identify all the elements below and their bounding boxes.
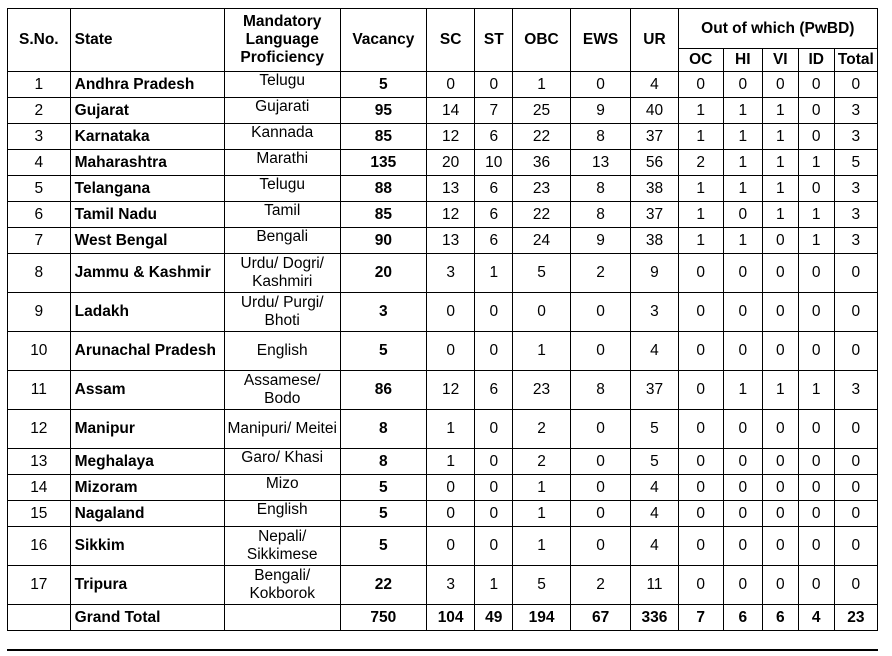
cell-ews: 13: [570, 150, 631, 176]
cell-ur: 5: [631, 410, 678, 449]
grand-total-hi: 6: [723, 605, 762, 631]
cell-st: 6: [475, 202, 513, 228]
cell-language: Bengali: [224, 228, 340, 254]
cell-sc: 14: [427, 98, 475, 124]
cell-vi: 0: [762, 475, 798, 501]
cell-hi: 0: [723, 475, 762, 501]
cell-id: 1: [798, 228, 834, 254]
grand-total-obc: 194: [513, 605, 571, 631]
header-sno: S.No.: [8, 9, 71, 72]
cell-state: Tamil Nadu: [70, 202, 224, 228]
cell-ur: 40: [631, 98, 678, 124]
table-row: [8, 371, 878, 410]
header-row: [8, 9, 878, 49]
cell-sc: 12: [427, 202, 475, 228]
cell-ews: 0: [570, 293, 631, 332]
cell-sc: 0: [427, 527, 475, 566]
cell-language: Manipuri/ Meitei: [224, 410, 340, 449]
table-row: [8, 501, 878, 527]
cell-hi: 0: [723, 254, 762, 293]
cell-language: Kannada: [224, 124, 340, 150]
cell-total: 3: [834, 176, 877, 202]
grand-total-label: Grand Total: [70, 605, 224, 631]
cell-vacancy: 5: [340, 72, 426, 98]
cell-vacancy: 20: [340, 254, 426, 293]
cell-ews: 8: [570, 371, 631, 410]
cell-hi: 0: [723, 449, 762, 475]
cell-ews: 8: [570, 124, 631, 150]
grand-total-oc: 7: [678, 605, 723, 631]
cell-sno: 11: [8, 371, 71, 410]
cell-obc: 25: [513, 98, 571, 124]
cell-sc: 0: [427, 332, 475, 371]
cell-sno: 3: [8, 124, 71, 150]
cell-obc: 2: [513, 449, 571, 475]
cell-sno: 7: [8, 228, 71, 254]
cell-state: Meghalaya: [70, 449, 224, 475]
cell-oc: 0: [678, 293, 723, 332]
header-total: Total: [834, 49, 877, 72]
cell-id: 1: [798, 371, 834, 410]
cell-ews: 2: [570, 566, 631, 605]
cell-obc: 23: [513, 176, 571, 202]
cell-obc: 5: [513, 254, 571, 293]
cell-st: 1: [475, 254, 513, 293]
cell-language: Telugu: [224, 72, 340, 98]
cell-language: Assamese/ Bodo: [224, 371, 340, 410]
cell-vi: 1: [762, 371, 798, 410]
cell-oc: 0: [678, 72, 723, 98]
cell-vi: 1: [762, 202, 798, 228]
cell-ews: 2: [570, 254, 631, 293]
cell-ur: 38: [631, 176, 678, 202]
cell-state: Manipur: [70, 410, 224, 449]
header-vacancy: Vacancy: [340, 9, 426, 72]
cell-id: 0: [798, 410, 834, 449]
cell-id: 0: [798, 332, 834, 371]
cell-id: 0: [798, 527, 834, 566]
cell-id: 0: [798, 176, 834, 202]
table-row: [8, 72, 878, 98]
cell-obc: 1: [513, 527, 571, 566]
vacancy-table: [7, 8, 878, 631]
cell-oc: 1: [678, 176, 723, 202]
cell-oc: 0: [678, 371, 723, 410]
cell-language: Urdu/ Purgi/ Bhoti: [224, 293, 340, 332]
header-ur: UR: [631, 9, 678, 72]
table-row: [8, 98, 878, 124]
cell-language: Garo/ Khasi: [224, 449, 340, 475]
cell-st: 0: [475, 501, 513, 527]
cell-state: Jammu & Kashmir: [70, 254, 224, 293]
cell-ur: 37: [631, 124, 678, 150]
cell-st: 0: [475, 410, 513, 449]
cell-vacancy: 95: [340, 98, 426, 124]
cell-vacancy: 5: [340, 475, 426, 501]
cell-state: Sikkim: [70, 527, 224, 566]
cell-vacancy: 8: [340, 449, 426, 475]
cell-ur: 11: [631, 566, 678, 605]
table-row: [8, 332, 878, 371]
header-language: Mandatory Language Proficiency: [224, 9, 340, 72]
cell-obc: 1: [513, 332, 571, 371]
cell-id: 0: [798, 566, 834, 605]
cell-obc: 2: [513, 410, 571, 449]
cell-oc: 0: [678, 410, 723, 449]
cell-vi: 0: [762, 332, 798, 371]
cell-sno: 1: [8, 72, 71, 98]
cell-obc: 36: [513, 150, 571, 176]
cell-ews: 8: [570, 176, 631, 202]
cell-sc: 0: [427, 293, 475, 332]
table-row: [8, 176, 878, 202]
cell-sno: 16: [8, 527, 71, 566]
cell-sc: 0: [427, 475, 475, 501]
cell-state: Telangana: [70, 176, 224, 202]
cell-id: 1: [798, 202, 834, 228]
cell-total: 0: [834, 254, 877, 293]
cell-total: 3: [834, 371, 877, 410]
cell-total: 0: [834, 332, 877, 371]
cell-ur: 3: [631, 293, 678, 332]
cell-sno: 13: [8, 449, 71, 475]
bottom-rule: [7, 649, 878, 651]
header-id: ID: [798, 49, 834, 72]
cell-hi: 0: [723, 293, 762, 332]
cell-oc: 0: [678, 254, 723, 293]
cell-id: 0: [798, 254, 834, 293]
cell-vacancy: 135: [340, 150, 426, 176]
cell-total: 3: [834, 124, 877, 150]
cell-obc: 1: [513, 501, 571, 527]
cell-state: Andhra Pradesh: [70, 72, 224, 98]
cell-vacancy: 5: [340, 501, 426, 527]
cell-state: Maharashtra: [70, 150, 224, 176]
cell-state: Assam: [70, 371, 224, 410]
cell-sc: 13: [427, 228, 475, 254]
cell-oc: 0: [678, 527, 723, 566]
cell-hi: 1: [723, 176, 762, 202]
header-oc: OC: [678, 49, 723, 72]
grand-total-ews: 67: [570, 605, 631, 631]
cell-vi: 1: [762, 124, 798, 150]
cell-total: 0: [834, 527, 877, 566]
grand-total-sc: 104: [427, 605, 475, 631]
cell-vacancy: 5: [340, 332, 426, 371]
grand-total-id: 4: [798, 605, 834, 631]
cell-hi: 1: [723, 371, 762, 410]
grand-total-ur: 336: [631, 605, 678, 631]
cell-language: Tamil: [224, 202, 340, 228]
table-row: [8, 566, 878, 605]
cell-id: 0: [798, 475, 834, 501]
header-obc: OBC: [513, 9, 571, 72]
cell-obc: 5: [513, 566, 571, 605]
cell-total: 3: [834, 228, 877, 254]
cell-language: Telugu: [224, 176, 340, 202]
grand-total-sno-cell: [8, 605, 71, 631]
cell-language: English: [224, 332, 340, 371]
cell-ur: 37: [631, 202, 678, 228]
cell-ews: 0: [570, 410, 631, 449]
cell-state: Arunachal Pradesh: [70, 332, 224, 371]
cell-language: Nepali/ Sikkimese: [224, 527, 340, 566]
cell-sno: 5: [8, 176, 71, 202]
header-pwbd-group: Out of which (PwBD): [678, 9, 877, 49]
header-st: ST: [475, 9, 513, 72]
cell-language: Bengali/ Kokborok: [224, 566, 340, 605]
cell-sno: 17: [8, 566, 71, 605]
table-row: [8, 228, 878, 254]
cell-vi: 0: [762, 228, 798, 254]
cell-st: 6: [475, 176, 513, 202]
cell-sno: 15: [8, 501, 71, 527]
cell-vi: 0: [762, 72, 798, 98]
cell-sno: 9: [8, 293, 71, 332]
cell-obc: 23: [513, 371, 571, 410]
cell-language: Marathi: [224, 150, 340, 176]
cell-ews: 9: [570, 228, 631, 254]
grand-total-vi: 6: [762, 605, 798, 631]
grand-total-language-cell: [224, 605, 340, 631]
grand-total-st: 49: [475, 605, 513, 631]
cell-obc: 0: [513, 293, 571, 332]
cell-vacancy: 86: [340, 371, 426, 410]
cell-sc: 13: [427, 176, 475, 202]
cell-state: Ladakh: [70, 293, 224, 332]
cell-state: Nagaland: [70, 501, 224, 527]
cell-state: Mizoram: [70, 475, 224, 501]
cell-st: 0: [475, 475, 513, 501]
cell-st: 7: [475, 98, 513, 124]
cell-total: 0: [834, 501, 877, 527]
cell-vacancy: 3: [340, 293, 426, 332]
cell-language: English: [224, 501, 340, 527]
cell-total: 0: [834, 475, 877, 501]
cell-ews: 0: [570, 72, 631, 98]
cell-ews: 0: [570, 501, 631, 527]
table-row: [8, 293, 878, 332]
cell-oc: 0: [678, 566, 723, 605]
cell-oc: 1: [678, 228, 723, 254]
table-body: [8, 72, 878, 605]
cell-oc: 1: [678, 202, 723, 228]
grand-total-row: [8, 605, 878, 631]
cell-total: 0: [834, 566, 877, 605]
cell-state: West Bengal: [70, 228, 224, 254]
cell-obc: 1: [513, 475, 571, 501]
cell-ur: 5: [631, 449, 678, 475]
cell-ur: 4: [631, 332, 678, 371]
cell-oc: 1: [678, 124, 723, 150]
cell-oc: 0: [678, 475, 723, 501]
cell-id: 0: [798, 449, 834, 475]
cell-ur: 56: [631, 150, 678, 176]
header-sc: SC: [427, 9, 475, 72]
cell-ur: 4: [631, 501, 678, 527]
cell-ur: 38: [631, 228, 678, 254]
cell-id: 0: [798, 98, 834, 124]
cell-oc: 0: [678, 332, 723, 371]
cell-state: Tripura: [70, 566, 224, 605]
table-row: [8, 124, 878, 150]
cell-vi: 0: [762, 293, 798, 332]
cell-ur: 4: [631, 72, 678, 98]
cell-st: 1: [475, 566, 513, 605]
cell-oc: 1: [678, 98, 723, 124]
cell-vi: 0: [762, 527, 798, 566]
cell-vi: 1: [762, 98, 798, 124]
cell-st: 0: [475, 527, 513, 566]
cell-st: 0: [475, 72, 513, 98]
cell-ews: 0: [570, 332, 631, 371]
cell-sno: 6: [8, 202, 71, 228]
cell-st: 10: [475, 150, 513, 176]
cell-sno: 12: [8, 410, 71, 449]
cell-ews: 8: [570, 202, 631, 228]
cell-vi: 0: [762, 566, 798, 605]
cell-ews: 9: [570, 98, 631, 124]
cell-total: 5: [834, 150, 877, 176]
grand-total-vacancy: 750: [340, 605, 426, 631]
cell-sno: 4: [8, 150, 71, 176]
cell-vacancy: 85: [340, 124, 426, 150]
grand-total-total: 23: [834, 605, 877, 631]
cell-sc: 3: [427, 566, 475, 605]
cell-state: Gujarat: [70, 98, 224, 124]
cell-vi: 0: [762, 501, 798, 527]
cell-total: 3: [834, 202, 877, 228]
cell-st: 0: [475, 332, 513, 371]
table-row: [8, 449, 878, 475]
cell-total: 0: [834, 293, 877, 332]
cell-language: Urdu/ Dogri/ Kashmiri: [224, 254, 340, 293]
cell-hi: 0: [723, 410, 762, 449]
cell-id: 0: [798, 501, 834, 527]
cell-ur: 37: [631, 371, 678, 410]
header-vi: VI: [762, 49, 798, 72]
cell-hi: 0: [723, 202, 762, 228]
cell-hi: 0: [723, 72, 762, 98]
cell-sc: 12: [427, 371, 475, 410]
cell-id: 1: [798, 150, 834, 176]
table-row: [8, 475, 878, 501]
header-hi: HI: [723, 49, 762, 72]
cell-vacancy: 22: [340, 566, 426, 605]
cell-vi: 0: [762, 254, 798, 293]
cell-ews: 0: [570, 449, 631, 475]
cell-total: 3: [834, 98, 877, 124]
cell-ur: 4: [631, 475, 678, 501]
cell-ews: 0: [570, 527, 631, 566]
cell-sc: 20: [427, 150, 475, 176]
cell-vacancy: 90: [340, 228, 426, 254]
table-row: [8, 410, 878, 449]
cell-total: 0: [834, 449, 877, 475]
cell-vacancy: 88: [340, 176, 426, 202]
header-ews: EWS: [570, 9, 631, 72]
cell-sno: 8: [8, 254, 71, 293]
cell-obc: 22: [513, 202, 571, 228]
cell-sno: 14: [8, 475, 71, 501]
cell-hi: 0: [723, 332, 762, 371]
cell-obc: 1: [513, 72, 571, 98]
cell-hi: 0: [723, 527, 762, 566]
cell-vi: 1: [762, 176, 798, 202]
cell-language: Gujarati: [224, 98, 340, 124]
cell-st: 6: [475, 124, 513, 150]
cell-sc: 1: [427, 449, 475, 475]
cell-st: 0: [475, 449, 513, 475]
cell-total: 0: [834, 72, 877, 98]
cell-ur: 9: [631, 254, 678, 293]
cell-sc: 12: [427, 124, 475, 150]
cell-oc: 0: [678, 449, 723, 475]
cell-hi: 0: [723, 501, 762, 527]
cell-state: Karnataka: [70, 124, 224, 150]
cell-st: 6: [475, 228, 513, 254]
table-row: [8, 202, 878, 228]
table-row: [8, 150, 878, 176]
cell-hi: 1: [723, 98, 762, 124]
cell-obc: 24: [513, 228, 571, 254]
cell-vi: 1: [762, 150, 798, 176]
cell-ews: 0: [570, 475, 631, 501]
cell-hi: 0: [723, 566, 762, 605]
cell-ur: 4: [631, 527, 678, 566]
cell-st: 0: [475, 293, 513, 332]
cell-oc: 0: [678, 501, 723, 527]
header-state: State: [70, 9, 224, 72]
cell-vi: 0: [762, 410, 798, 449]
cell-sc: 1: [427, 410, 475, 449]
cell-oc: 2: [678, 150, 723, 176]
cell-sno: 10: [8, 332, 71, 371]
cell-hi: 1: [723, 228, 762, 254]
cell-sc: 0: [427, 72, 475, 98]
cell-obc: 22: [513, 124, 571, 150]
cell-language: Mizo: [224, 475, 340, 501]
cell-vi: 0: [762, 449, 798, 475]
table-row: [8, 254, 878, 293]
cell-id: 0: [798, 293, 834, 332]
cell-id: 0: [798, 124, 834, 150]
cell-hi: 1: [723, 124, 762, 150]
table-row: [8, 527, 878, 566]
cell-sno: 2: [8, 98, 71, 124]
cell-st: 6: [475, 371, 513, 410]
cell-id: 0: [798, 72, 834, 98]
cell-vacancy: 8: [340, 410, 426, 449]
cell-vacancy: 5: [340, 527, 426, 566]
cell-hi: 1: [723, 150, 762, 176]
cell-vacancy: 85: [340, 202, 426, 228]
cell-total: 0: [834, 410, 877, 449]
cell-sc: 0: [427, 501, 475, 527]
cell-sc: 3: [427, 254, 475, 293]
